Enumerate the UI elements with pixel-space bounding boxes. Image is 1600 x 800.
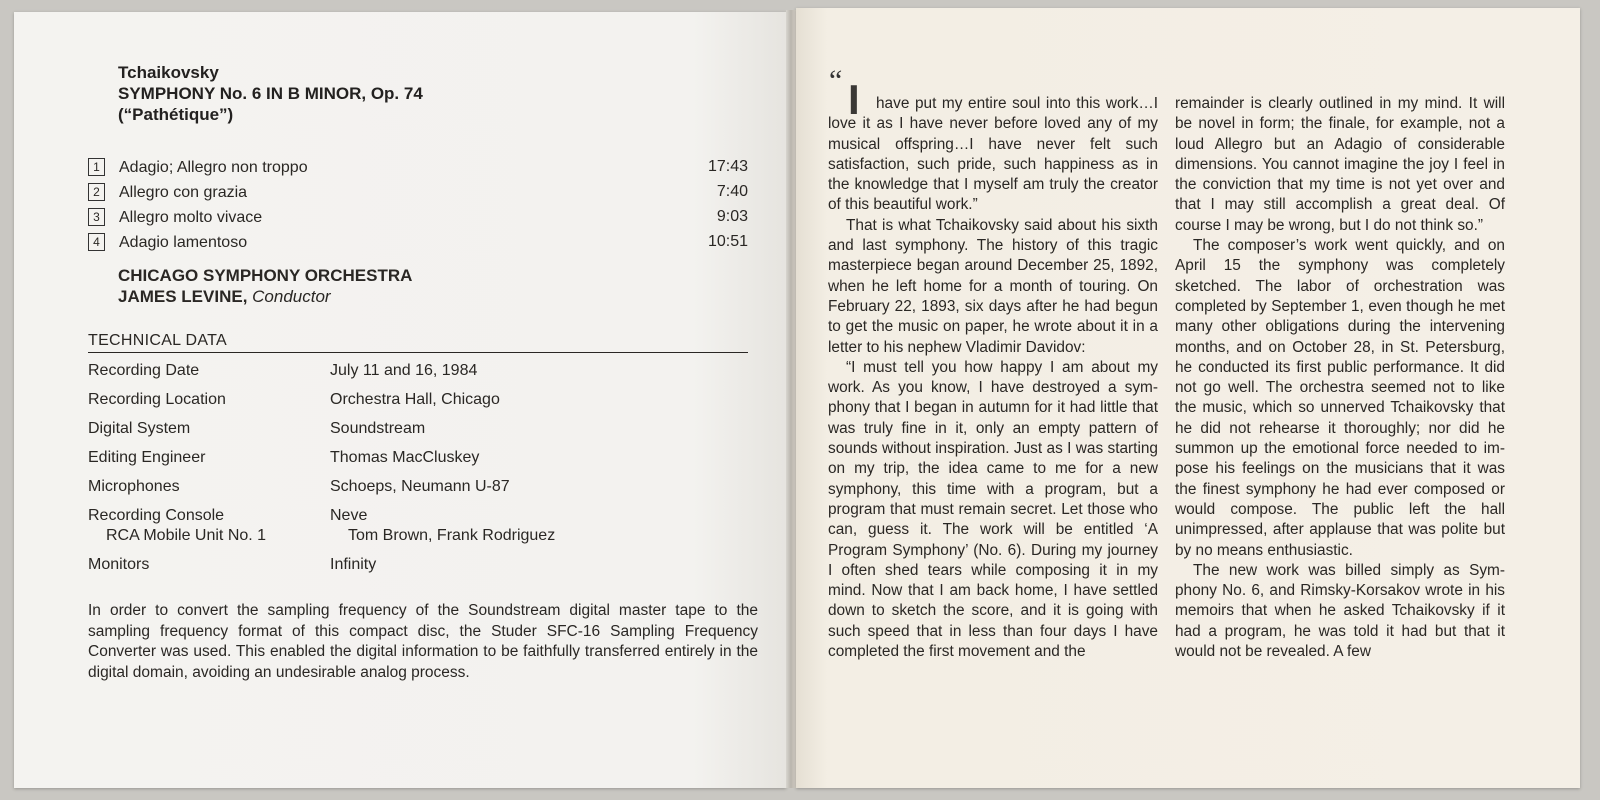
tech-subvalue: Tom Brown, Frank Rodriguez <box>348 527 556 544</box>
tech-value: Soundstream <box>330 420 426 437</box>
tech-value: Schoeps, Neumann U-87 <box>330 478 510 495</box>
performers <box>118 265 412 307</box>
track-duration: 9:03 <box>716 208 748 225</box>
track-row <box>88 207 748 232</box>
tech-label: Digital System <box>88 420 191 437</box>
track-row <box>88 232 748 257</box>
track-number: 4 <box>88 233 105 251</box>
tech-value: Neve <box>330 507 368 524</box>
essay-paragraph: remainder is clearly outlined in my mind. It will be novel in form; the finale, for example, not a loud Allegro but an Adagio of considerable dimensions. You cannot imagine the joy I feel in the conviction that my time is not yet over and that I may still accomplish a great deal. Of course I may be wrong, but I do not think so.” <box>1175 95 1505 234</box>
technical-data-title: TECHNICAL DATA <box>88 332 228 349</box>
work-subtitle: (“Pathétique”) <box>118 105 234 124</box>
track-row <box>88 182 748 207</box>
orchestra-name: CHICAGO SYMPHONY ORCHESTRA <box>118 266 413 285</box>
track-duration: 10:51 <box>707 233 748 250</box>
tech-label: Recording Console <box>88 507 225 524</box>
conductor-line <box>118 286 412 307</box>
track-duration: 7:40 <box>716 183 748 200</box>
composer: Tchaikovsky <box>118 63 219 82</box>
track-list <box>88 157 748 257</box>
tech-label: Recording Location <box>88 391 226 408</box>
track-title: Allegro molto vivace <box>119 209 263 226</box>
essay-column-1 <box>828 94 1158 662</box>
tech-label: Editing Engineer <box>88 449 206 466</box>
tech-label: Recording Date <box>88 362 200 379</box>
track-duration: 17:43 <box>707 158 748 175</box>
essay-paragraph: have put my entire soul into this work…I love it as I have never before loved any of my musical offspring…I have never felt such satisfaction, such pride, such happiness as in the knowledge that I myself am truly the creator of this beautiful work.” <box>828 95 1158 214</box>
opening-quote-mark: “ <box>829 64 843 97</box>
track-number: 3 <box>88 208 105 226</box>
essay-paragraph: The new work was billed simply as Symphony No. 6, and Rimsky-Korsakov wrote in his memoirs that when he asked Tchaikovsky if it had a program, he was told it had but that it would not be revealed. A few <box>1175 561 1505 661</box>
essay-paragraph: That is what Tchaikovsky said about his sixth and last symphony. The history of this tragic masterpiece began around December 25, 1892, when he left home for a month of touring. On February 22, 1893, six days after he had begun to get the music on paper, he wrote about it in a letter to his nephew Vladimir Davidov: <box>828 216 1158 356</box>
tech-sublabel: RCA Mobile Unit No. 1 <box>106 527 267 544</box>
divider <box>88 352 748 353</box>
tech-value: Infinity <box>330 556 377 573</box>
essay-paragraph: “I must tell you how happy I am about my work. As you know, I have destroyed a symphony that I began in autumn for it had little that was truly fine in it, only an empty pattern of sounds without inspiration. Just as I was starting on my trip, the idea came to me for a new symphony, this time with a program, but a program that must remain secret. Let those who can, guess it. The work will be entitled ‘A Program Symphony’ (No. 6). During my journey I often shed tears while composing it in my mind. Now that I am back home, I have settled down to sketch the score, and it is going with such speed that in less than four days I have completed the first movement and the <box>828 358 1158 661</box>
track-title: Allegro con grazia <box>119 184 248 201</box>
tech-value: Orchestra Hall, Chicago <box>330 391 500 408</box>
track-number: 2 <box>88 183 105 201</box>
tech-value: July 11 and 16, 1984 <box>330 362 478 379</box>
essay-paragraph: The composer’s work went quickly, and on April 15 the symphony was completely sketched. The labor of orchestration was completed by September 1, even though he met many other obligations during the intervening months, and on October 28, in St. Petersburg, he conducted its first public performance. It did not go well. The orchestra seemed not to like the music, which so unnerved Tchaikovsky that he did not rehearse it thoroughly; nor did he summon up the emotional force needed to impose his feelings on the musicians that it was the finest symphony he had ever composed or would compose. The public left the hall unimpressed, after applause that was polite but by no means enthusiastic. <box>1175 237 1505 559</box>
drop-cap: I <box>848 76 860 123</box>
technical-note: In order to convert the sampling frequency of the Soundstream digital master tape to the sampling frequency format of this compact disc, the Studer SFC-16 Sampling Frequency Converter was used. This enabled the digital information to be faithfully transferred entirely in the digital domain, avoiding an undesirable analog process. <box>88 602 758 681</box>
track-row <box>88 157 748 182</box>
tech-label: Monitors <box>88 556 150 573</box>
work-title: SYMPHONY No. 6 IN B MINOR, Op. 74 <box>118 84 423 103</box>
track-number: 1 <box>88 158 105 176</box>
tech-label: Microphones <box>88 478 180 495</box>
booklet-spine <box>786 10 796 788</box>
track-title: Adagio lamentoso <box>119 234 248 251</box>
track-title: Adagio; Allegro non troppo <box>119 159 308 176</box>
essay-column-2 <box>1175 94 1505 662</box>
left-page <box>14 12 786 788</box>
conductor-name: JAMES LEVINE, <box>118 287 248 306</box>
tech-value: Thomas MacCluskey <box>330 449 480 466</box>
conductor-role: Conductor <box>252 287 331 306</box>
album-heading <box>118 62 423 125</box>
right-page <box>796 8 1580 788</box>
